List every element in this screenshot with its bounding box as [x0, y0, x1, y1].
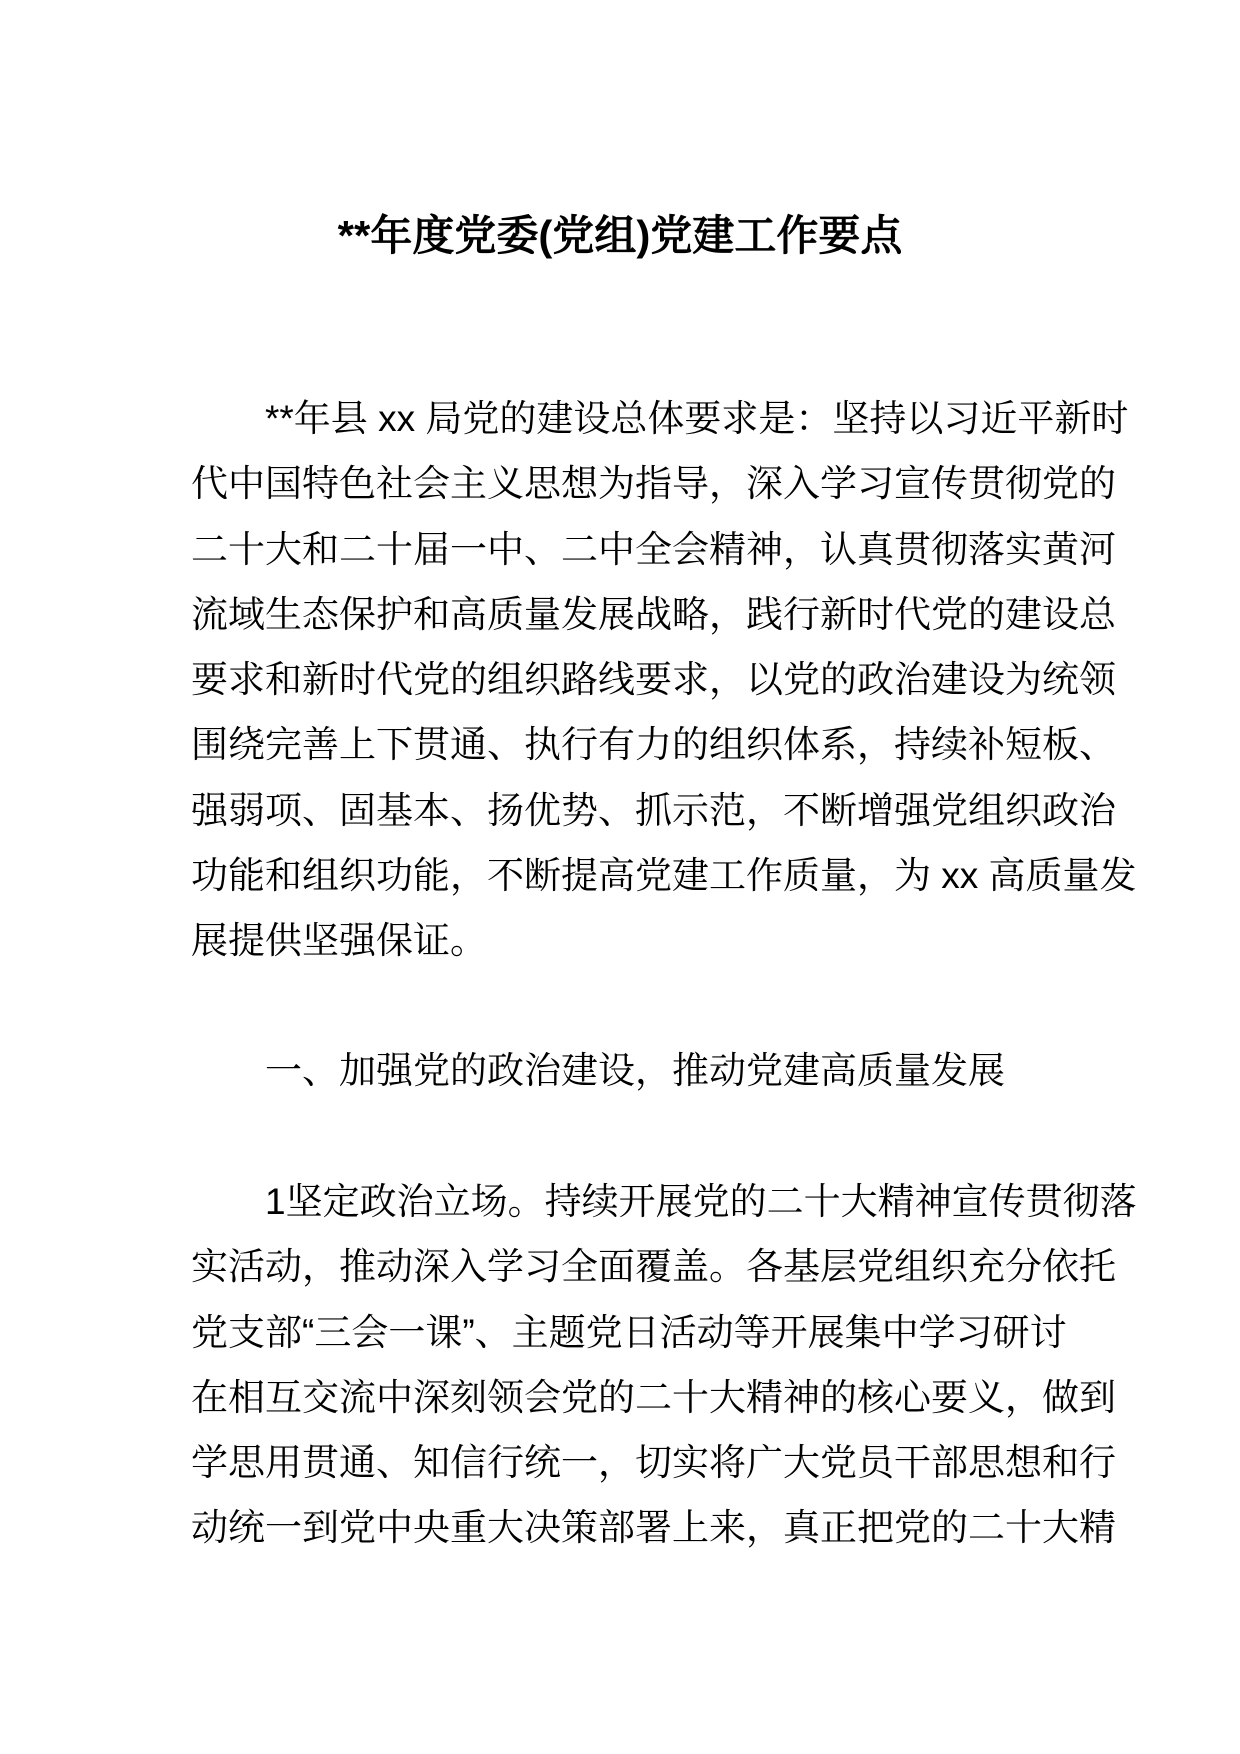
- section-paragraph: [191, 1169, 1137, 1561]
- paragraph-line: 围绕完善上下贯通、执行有力的组织体系，持续补短板、: [191, 724, 1116, 766]
- paragraph-line: 二十大和二十届一中、二中全会精神，认真贯彻落实黄河: [191, 528, 1116, 570]
- section-heading: [191, 1038, 1057, 1103]
- paragraph-line: 在相互交流中深刻领会党的二十大精神的核心要义，做到: [191, 1376, 1116, 1418]
- document-title: **年度党委(党组)党建工作要点: [337, 212, 903, 259]
- paragraph-line: 1坚定政治立场。持续开展党的二十大精神宣传贯彻落: [265, 1181, 1137, 1222]
- paragraph-line: 要求和新时代党的组织路线要求，以党的政治建设为统领: [191, 659, 1116, 701]
- paragraph-line: 功能和组织功能，不断提高党建工作质量，为 xx 高质量发: [191, 855, 1137, 897]
- heading-text: 一、加强党的政治建设，推动党建高质量发展: [265, 1050, 1005, 1091]
- paragraph-line: 党支部“三会一课”、主题党日活动等开展集中学习研讨: [191, 1311, 1067, 1353]
- paragraph-line: 实活动，推动深入学习全面覆盖。各基层党组织充分依托: [191, 1246, 1116, 1288]
- paragraph-line: 代中国特色社会主义思想为指导，深入学习宣传贯彻党的: [191, 463, 1116, 505]
- paragraph-line: 流域生态保护和高质量发展战略，践行新时代党的建设总: [191, 593, 1116, 635]
- paragraph-line: 展提供坚强保证。: [191, 920, 487, 962]
- paragraph-line: 学思用贯通、知信行统一，切实将广大党员干部思想和行: [191, 1442, 1116, 1484]
- paragraph-line: 动统一到党中央重大决策部署上来，真正把党的二十大精: [191, 1507, 1116, 1549]
- paragraph-line: **年县 xx 局党的建设总体要求是：坚持以习近平新时: [265, 398, 1129, 439]
- intro-paragraph: [191, 386, 1137, 974]
- paragraph-line: 强弱项、固基本、扬优势、抓示范，不断增强党组织政治: [191, 789, 1116, 831]
